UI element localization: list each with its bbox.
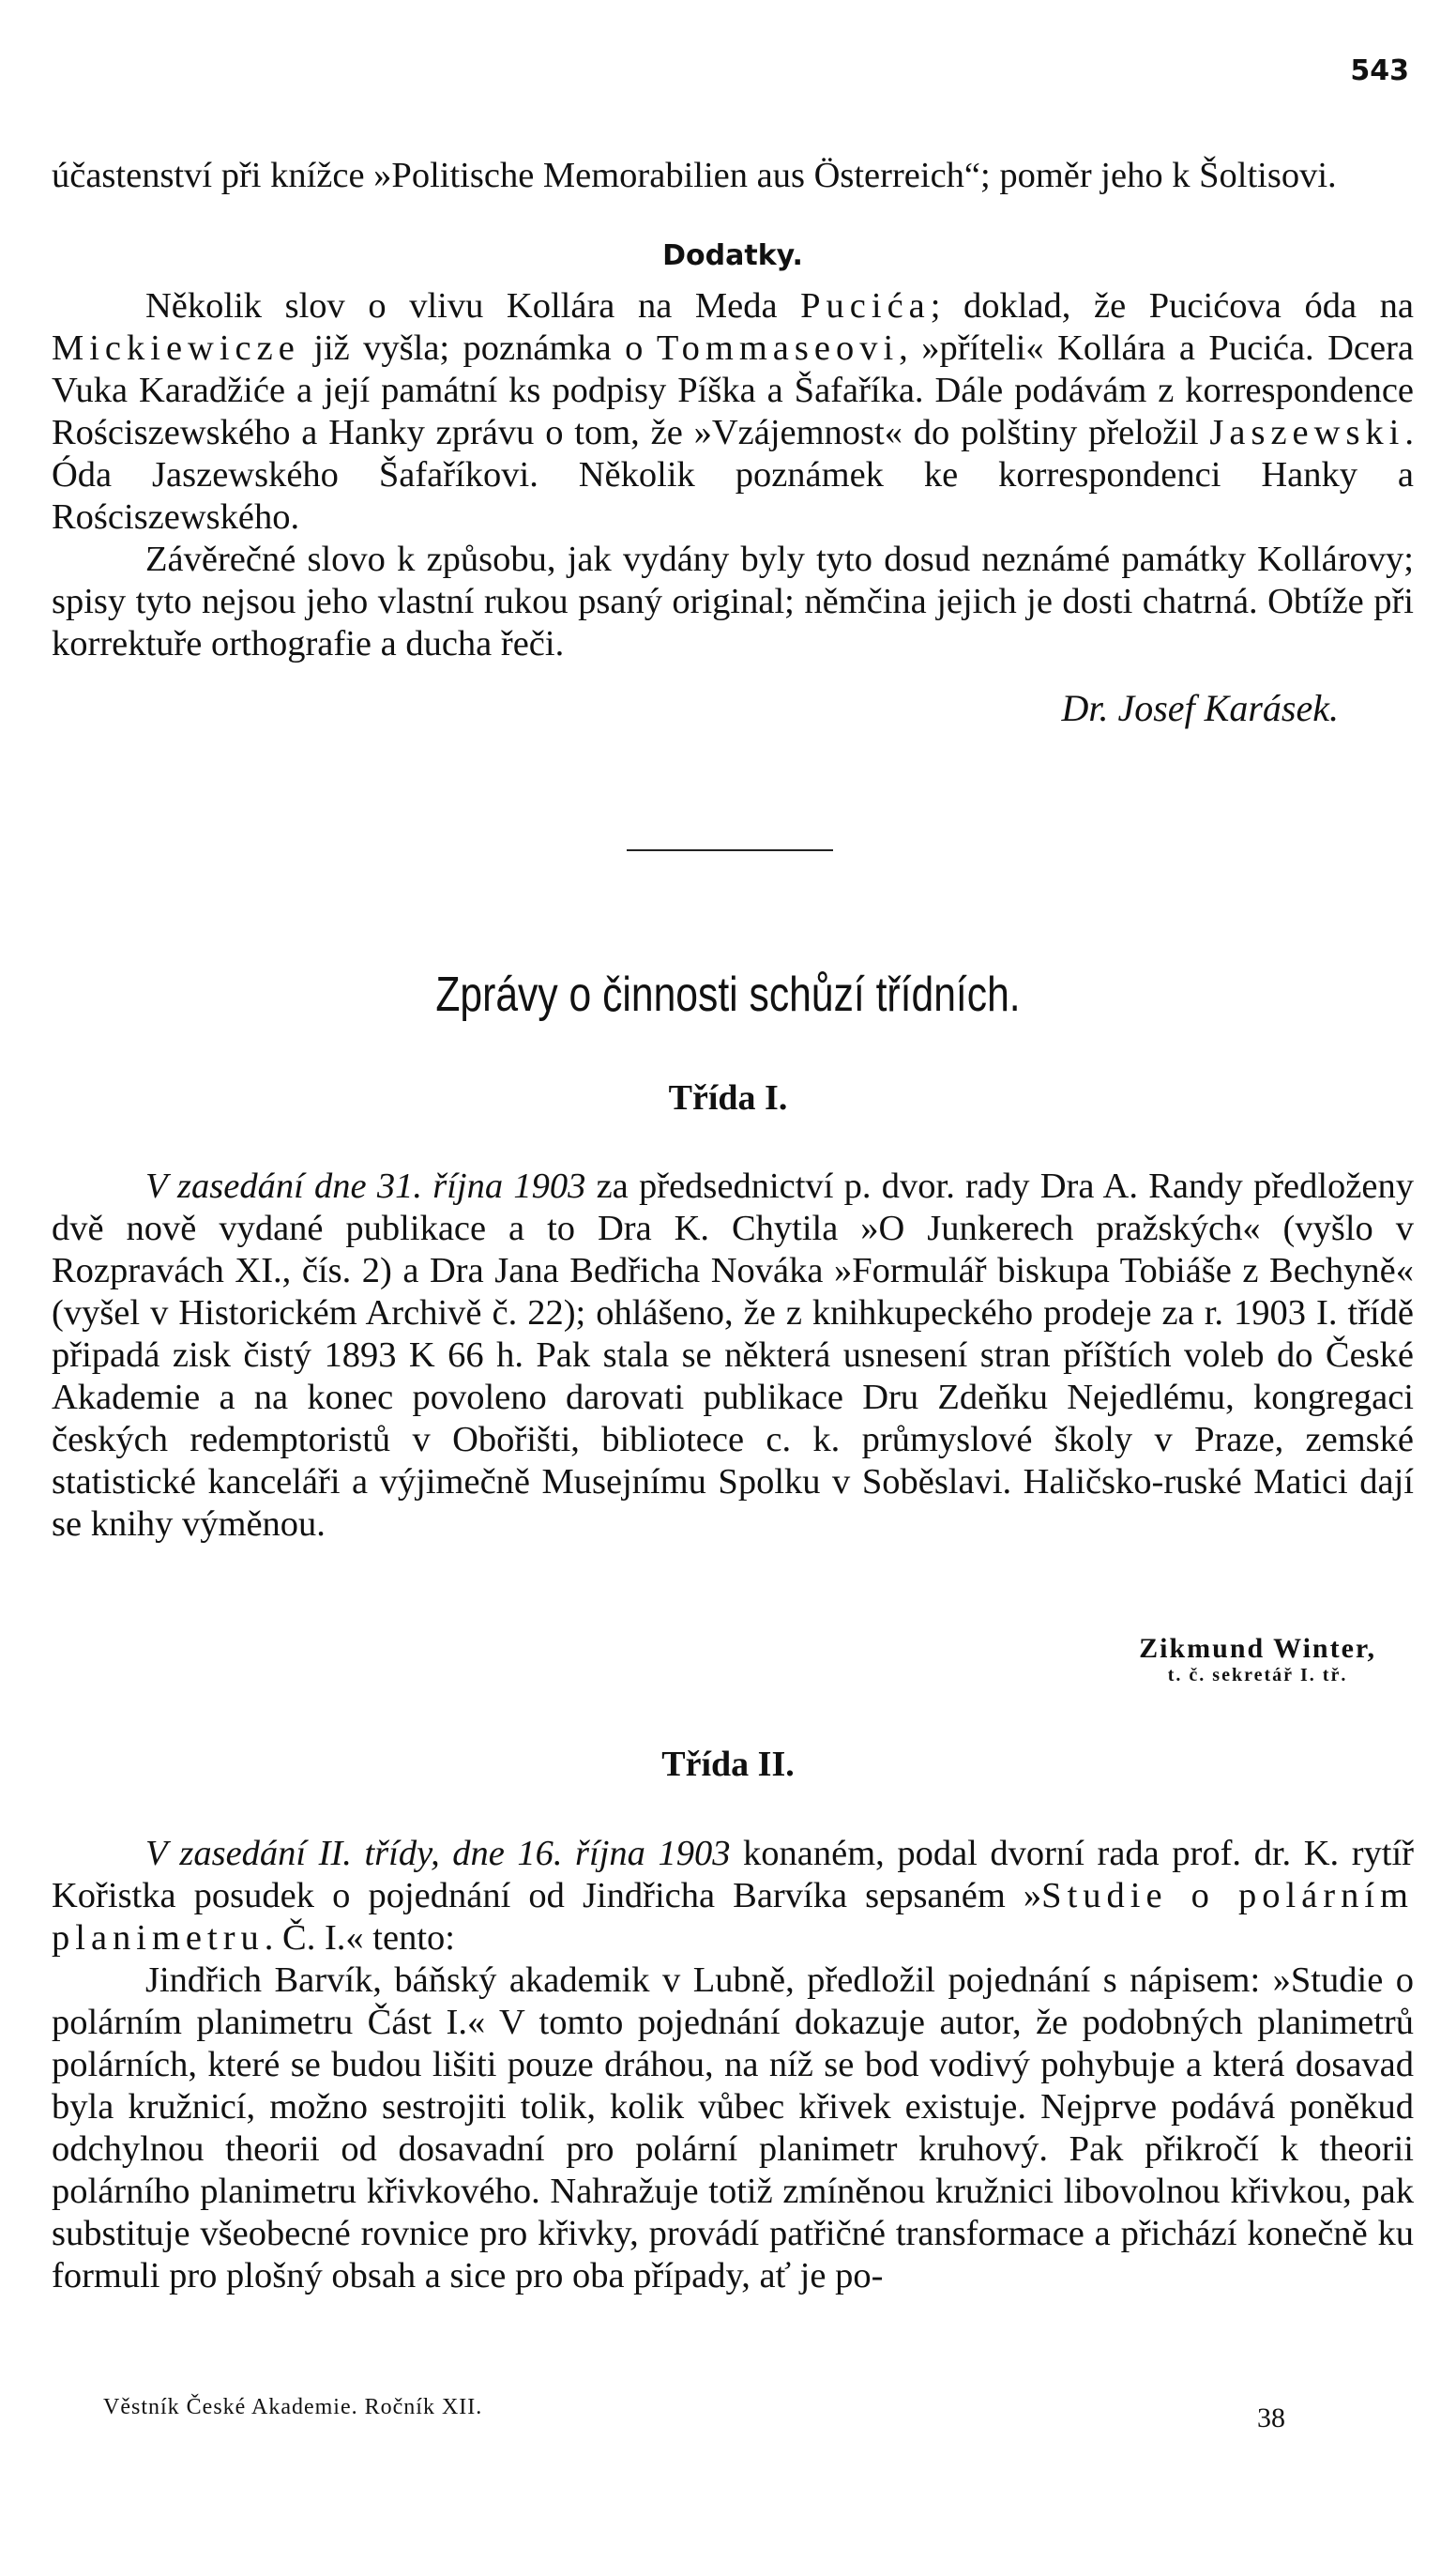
dodatky-paragraph-2: Závěrečné slovo k způsobu, jak vydány byly tyto dosud neznámé památky Kollárovy; spisy tyto nejsou jeho vlastní rukou psaný original; němčina jejich je dosti chatrná. Obtíže při korrektuře orthografie a ducha řeči. [52,540,1414,663]
spaced-name: Mickiewicze [52,328,300,368]
text-run: . Č. I.« tento: [264,1918,455,1958]
text-run: za předsednictví p. dvor. rady Dra A. Randy předloženy dvě nově vydané publikace a to Dra K. Chytila »O Junkerech pražských« (vyšlo v Rozpravách XI., čís. 2) a Dra Jana Bedřicha Nováka »Formulář biskupa Tobiáše z Bechyně« (vyšel v Historickém Archivě č. 22); ohlášeno, že z knihkupeckého prodeje za r. 1903 I. třídě připadá zisk čistý 1893 K 66 h. Pak stala se některá usnesení stran příštích voleb do České Akademie a na konec povoleno darovati publikace Dru Zdeňku Nejedlému, kongregaci českých redemptoristů v Obořišti, bibliotece c. k. průmyslové školy v Praze, zemské statistické kanceláři a výjimečně Musejnímu Spolku v Soběslavi. Haličsko-ruské Matici dají se knihy výměnou. [52,1167,1414,1544]
meeting-date: V zasedání II. třídy, dne 16. října 1903 [145,1834,731,1873]
dodatky-section [52,239,1414,730]
footer-journal: Věstník České Akademie. Ročník XII. [103,2395,483,2419]
trida-2-section [52,1833,1414,2297]
footer-signature-mark: 38 [1257,2402,1285,2433]
dodatky-paragraph-1 [52,285,1414,539]
meeting-date: V zasedání dne 31. října 1903 [145,1167,586,1206]
trida-2-heading: Třída II. [661,1745,795,1784]
trida-1-signature [1139,1633,1376,1686]
spaced-name: Pucića [800,286,931,326]
spaced-name: Jaszewski [1209,413,1405,452]
trida-1-heading: Třída I. [668,1078,788,1118]
text-run: Několik slov o vlivu Kollára na Meda [145,286,801,326]
intro-block [52,155,1414,197]
signer-title: t. č. sekretář I. tř. [1167,1665,1348,1685]
trida-2-paragraph-2: Jindřich Barvík, báňský akademik v Lubně, předložil pojednání s nápisem: »Studie o polárním planimetru Část I.« V tomto pojednání dokazuje autor, že podobných planimetrů polárních, které se budou lišiti pouze dráhou, na níž se bod vodivý pohybuje a která dosavad byla kružnicí, možno sestrojiti tolik, kolik vůbec křivek existuje. Nejprve podává poněkud odchylnou theorii od dosavadní pro polární planimetr kruhový. Pak přikročí k theorii polárního planimetru křivkového. Nahražuje totiž zmíněnou kružnici libovolnou křivkou, pak substituje všeobecné rovnice pro křivky, provádí patřičné transformace a přichází konečně ku formuli pro plošný obsah a sice pro oba případy, ať je po- [52,1960,1414,2295]
signer-name: Zikmund Winter, [1139,1633,1376,1664]
spaced-name: Tommaseovi [656,328,900,368]
trida-2-paragraph-1 [52,1833,1414,1960]
intro-paragraph: účastenství při knížce »Politische Memorabilien aus Österreich“; poměr jeho k Šoltisovi. [52,156,1337,195]
text-run: . Óda Jaszewského Šafaříkovi. Několik poznámek ke korrespondenci Hanky a Rościszewského. [52,413,1414,537]
trida-1-section [52,1166,1414,1546]
text-run: konaném, podal dvorní rada prof. dr. K. rytíř Kořistka posudek o pojednání od Jindřicha Barvíka sepsaném » [52,1834,1414,1915]
text-run: již vyšla; poznámka o [299,328,657,368]
text-run: ; doklad, že Pucićova óda na [930,286,1414,326]
section-title: Zprávy o činnosti schůzí třídních. [435,968,1021,1022]
section-divider [627,849,833,851]
page-number: 543 [1350,54,1409,87]
dodatky-heading: Dodatky. [662,239,803,272]
spaced-title: Studie o polárním planimetru [52,1876,1414,1958]
text-run: , »příteli« Kollára a Pucića. Dcera Vuka Karadžiće a její památní ks podpisy Píška a Šafaříka. Dále podávám z korrespondence Rościszewského a Hanky zprávu o tom, že »Vzájemnost« do polštiny přeložil [52,328,1414,452]
dodatky-author: Dr. Josef Karásek. [1061,687,1339,729]
trida-1-paragraph [52,1166,1414,1546]
